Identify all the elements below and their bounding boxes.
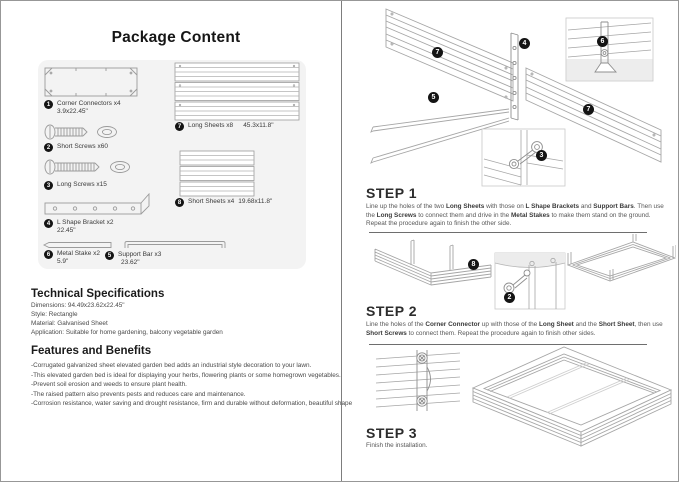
item-label: Short Screws x60 (57, 143, 108, 150)
item-label: Metal Stake x2 (57, 250, 100, 257)
short-sheets-illustration (178, 150, 256, 198)
tech-specs-list (31, 301, 223, 337)
step3-connector-detail (372, 347, 464, 415)
spec-line: Style: Rectangle (31, 311, 78, 319)
long-sheets-illustration (173, 62, 301, 122)
item-label: Corner Connectors x4 (57, 100, 121, 107)
corner-connector-illustration (43, 64, 139, 100)
package-item-long-sheets (175, 122, 274, 131)
step2-instructions: Line the holes of the Corner Connector up with those of the Long Sheet and the Short Sheet, then use Short Screws to connect them. Repeat the procedure again to finish other sides. (366, 321, 663, 337)
step3-finished-bed (467, 341, 677, 447)
item-number-badge: 5 (105, 251, 114, 260)
item-size: 3.9x22.45" (57, 108, 88, 115)
step1-instructions: Line up the holes of the two Long Sheets with those on L Shape Brackets and Support Bars. Then use the Long Screws to connect them and drive in the Metal Stakes to make them stand on the ground. Repeat the procedure again to finish the other side. (366, 203, 664, 228)
feature-line: -Corrugated galvanized sheet elevated garden bed adds an industrial style decoration to your lawn. (31, 362, 312, 369)
feature-line: -This elevated garden bed is ideal for displaying your herbs, flowering plants or some homegrown vegetables. (31, 371, 341, 379)
diagram-badge-support-bar: 5 (428, 92, 439, 103)
diagram-badge-long-sheet-2: 7 (583, 104, 594, 115)
section-divider (369, 232, 647, 233)
diagram-badge-corner-connector: 4 (519, 38, 530, 49)
long-screw-icon (43, 157, 135, 177)
item-label: Long Sheets x8 (188, 122, 234, 129)
package-item-long-screws (44, 181, 107, 190)
item-label: Support Bar x3 (118, 251, 162, 258)
item-size: 45.3x11.8" (243, 122, 274, 129)
item-size: 22.45" (57, 227, 76, 234)
tech-specs-heading: Technical Specifications (31, 288, 165, 300)
diagram-badge-metal-stake: 6 (597, 36, 608, 47)
item-label: Long Screws x15 (57, 181, 107, 188)
item-label: L Shape Bracket x2 (57, 219, 114, 226)
diagram-badge-short-sheet: 8 (468, 259, 479, 270)
package-item-corner-connectors (44, 100, 121, 116)
diagram-badge-short-screw: 2 (504, 292, 515, 303)
item-size: 5.9" (57, 258, 69, 265)
spec-line: Dimensions: 94.49x23.62x22.45" (31, 302, 125, 309)
features-list (31, 361, 352, 409)
package-item-short-sheets (175, 198, 272, 207)
feature-line: -Prevent soil erosion and weeds to ensure plant health. (31, 381, 187, 389)
item-number-badge: 7 (175, 122, 184, 131)
item-label: Short Sheets x4 (188, 198, 235, 205)
diagram-badge-long-sheet: 7 (432, 47, 443, 58)
l-shape-bracket-illustration (43, 193, 151, 219)
short-screw-icon (43, 122, 121, 142)
item-number-badge: 3 (44, 181, 53, 190)
item-number-badge: 2 (44, 143, 53, 152)
item-number-badge: 8 (175, 198, 184, 207)
step1-diagram (346, 6, 676, 188)
metal-stake-illustration (43, 241, 113, 249)
item-size: 23.62" (121, 259, 140, 266)
package-item-short-screws (44, 143, 108, 152)
feature-line: -Corrosion resistance, water saving and drought resistance, firm and durable without deformation, beautiful shape (31, 400, 353, 408)
item-number-badge: 1 (44, 100, 53, 109)
column-divider (341, 1, 342, 482)
spec-line: Application: Suitable for home gardening, balcony vegetable garden (31, 329, 223, 337)
item-number-badge: 4 (44, 219, 53, 228)
step3-instructions: Finish the installation. (366, 442, 428, 449)
step3-title: STEP 3 (366, 425, 417, 441)
step1-title: STEP 1 (366, 185, 417, 201)
page-title: Package Content (111, 29, 241, 46)
package-item-support-bar (105, 251, 161, 267)
support-bar-illustration (123, 238, 227, 250)
diagram-badge-long-screw: 3 (536, 150, 547, 161)
spec-line: Material: Galvanised Sheet (31, 320, 108, 328)
package-item-metal-stake (44, 250, 100, 266)
item-size: 19.68x11.8" (238, 198, 273, 205)
features-heading: Features and Benefits (31, 345, 152, 357)
package-item-l-shape-bracket (44, 219, 114, 235)
feature-line: -The raised pattern also prevents pests and reduces care and maintenance. (31, 390, 246, 398)
step2-title: STEP 2 (366, 303, 417, 319)
item-number-badge: 6 (44, 250, 53, 259)
